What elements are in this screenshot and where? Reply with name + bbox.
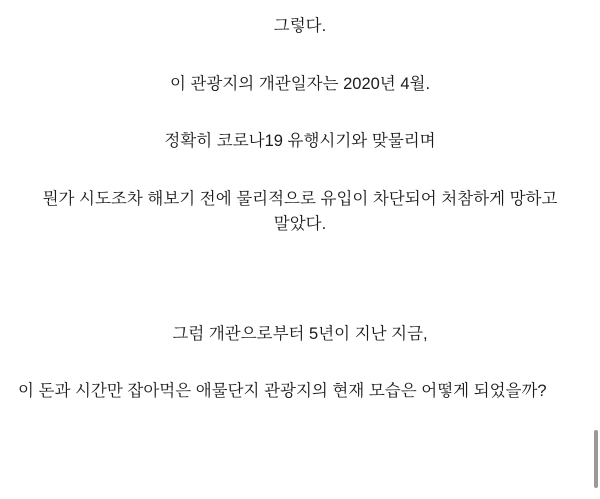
paragraph-4: 뭔가 시도조차 해보기 전에 물리적으로 유입이 차단되어 처참하게 망하고 말았다. bbox=[42, 189, 558, 234]
paragraph-1: 그렇다. bbox=[273, 17, 327, 35]
paragraph-6: 이 돈과 시간만 잡아먹은 애물단지 관광지의 현재 모습은 어떻게 되었을까? bbox=[18, 382, 547, 401]
paragraph-2: 이 관광지의 개관일자는 2020년 4월. bbox=[169, 74, 431, 93]
vertical-scrollbar[interactable] bbox=[593, 0, 600, 499]
paragraph-5: 그럼 개관으로부터 5년이 지난 지금, bbox=[172, 324, 428, 343]
paragraph-3: 정확히 코로나19 유행시기와 맞물리며 bbox=[164, 132, 436, 151]
scrollbar-thumb[interactable] bbox=[594, 430, 598, 488]
